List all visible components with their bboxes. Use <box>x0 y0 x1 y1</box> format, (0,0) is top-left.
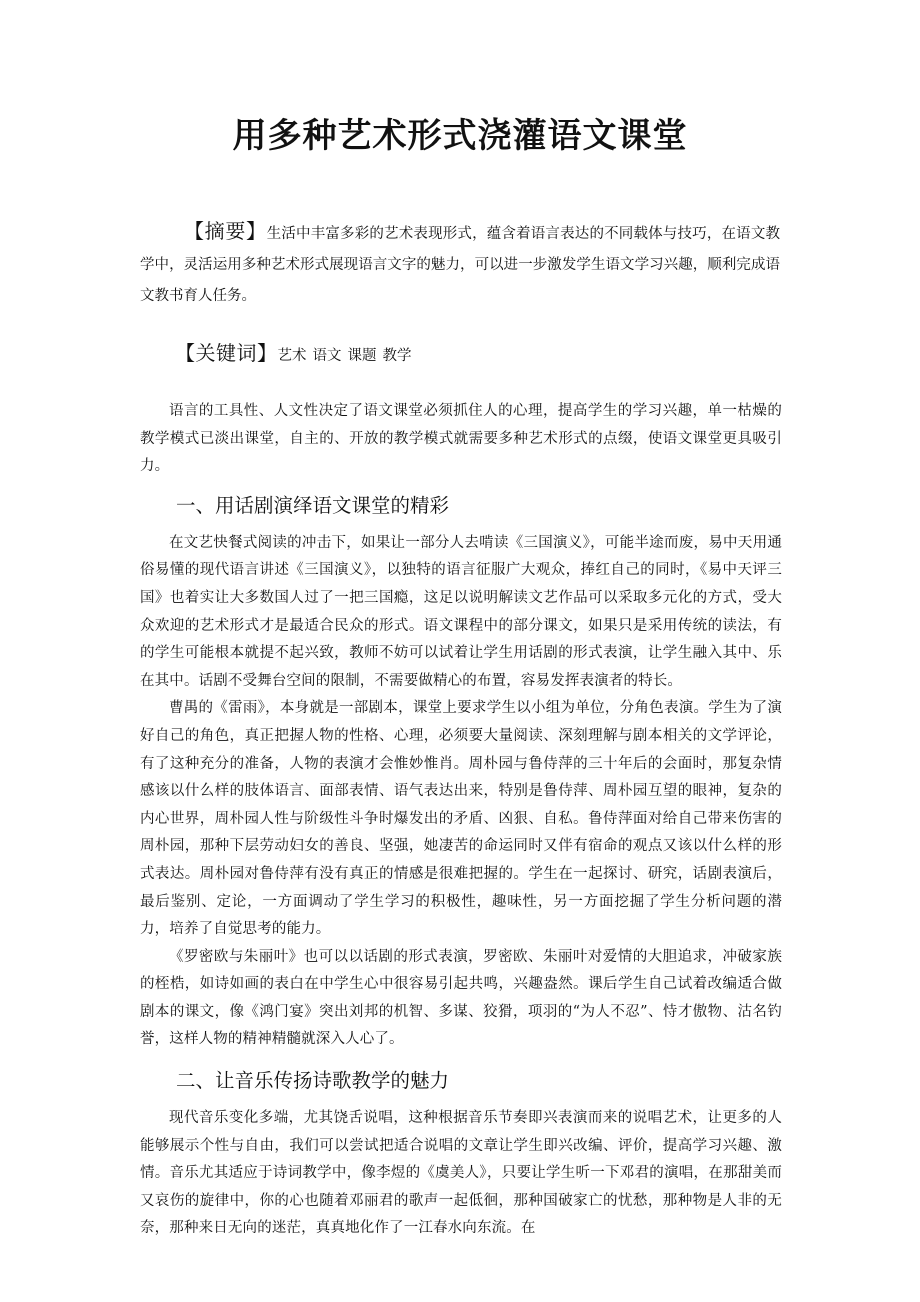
keywords <box>175 338 775 372</box>
keyword: 艺术 <box>277 348 307 364</box>
section-1-paragraph-2: 曹禺的《雷雨》，本身就是一部剧本，课堂上要求学生以小组为单位，分角色表演。学生为了演好自己的角色，真正把握人物的性格、心理，必须要大量阅读、深刻理解与剧本相关的文学评论，有了这种充分的准备，人物的表演才会惟妙惟肖。周朴园与鲁侍萍的三十年后的会面时，那复杂情感该以什么样的肢体语言、面部表情、语气表达出来，特别是鲁侍萍、周朴园互望的眼神，复杂的内心世界，周朴园人性与阶级性斗争时爆发出的矛盾、凶狠、自私。鲁侍萍面对给自己带来伤害的周朴园，那种下层劳动妇女的善良、坚强，她凄苦的命运同时又伴有宿命的观点又该以什么样的形式表达。周朴园对鲁侍萍有没有真正的情感是很难把握的。学生在一起探讨、研究，话剧表演后，最后鉴别、定论，一方面调动了学生学习的积极性，趣味性，另一方面挖掘了学生分析问题的潜力，培养了自觉思考的能力。 <box>140 700 782 938</box>
document-title: 用多种艺术形式浇灌语文课堂 <box>232 116 688 156</box>
keyword: 语文 <box>312 348 342 364</box>
keyword: 课题 <box>347 348 377 364</box>
section-heading-1: 一、用话剧演绎语文课堂的精彩 <box>176 493 450 517</box>
document-body <box>140 398 782 1243</box>
section-heading-2: 二、让音乐传扬诗歌教学的魅力 <box>176 1069 450 1093</box>
keyword: 教学 <box>382 348 412 364</box>
section-2-paragraph-1: 现代音乐变化多端，尤其饶舌说唱，这种根据音乐节奏即兴表演而来的说唱艺术，让更多的人能够展示个性与自由，我们可以尝试把适合说唱的文章让学生即兴改编、评价，提高学习兴趣、激情。音乐尤其适应于诗词教学中，像李煜的《虞美人》，只要让学生听一下邓君的演唱，在那甜美而又哀伤的旋律中，你的心也随着邓丽君的歌声一起低徊，那种国破家亡的忧愁，那种物是人非的无奈，那种来日无向的迷茫，真真地化作了一江春水向东流。在 <box>140 1110 782 1237</box>
keywords-label: 【关键词】 <box>175 341 278 365</box>
abstract-text: 生活中丰富多彩的艺术表现形式，蕴含着语言表达的不同载体与技巧，在语文教学中，灵活运用多种艺术形式展现语言文字的魅力，可以进一步激发学生语文学习兴趣，顺利完成语文教书育人任务。 <box>140 226 781 304</box>
abstract <box>140 216 780 312</box>
abstract-label: 【摘要】 <box>184 219 267 243</box>
intro-paragraph: 语言的工具性、人文性决定了语文课堂必须抓住人的心理，提高学生的学习兴趣，单一枯燥的教学模式已淡出课堂，自主的、开放的教学模式就需要多种艺术形式的点缀，使语文课堂更具吸引力。 <box>140 403 782 475</box>
section-1-paragraph-1: 在文艺快餐式阅读的冲击下，如果让一部分人去啃读《三国演义》，可能半途而废，易中天用通俗易懂的现代语言讲述《三国演义》，以独特的语言征服广大观众，捧红自己的同时，《易中天评三国》也着实让大多数国人过了一把三国瘾，这足以说明解读文艺作品可以采取多元化的方式，受大众欢迎的艺术形式才是最适合民众的形式。语文课程中的部分课文，如果只是采用传统的读法，有的学生可能根本就提不起兴致，教师不妨可以试着让学生用话剧的形式表演，让学生融入其中、乐在其中。话剧不受舞台空间的限制，不需要做精心的布置，容易发挥表演者的特长。 <box>140 534 782 689</box>
section-1-paragraph-3: 《罗密欧与朱丽叶》也可以以话剧的形式表演，罗密欧、朱丽叶对爱情的大胆追求，冲破家族的桎梏，如诗如画的表白在中学生心中很容易引起共鸣，兴趣盎然。课后学生自己试着改编适合做剧本的课文，像《鸿门宴》突出刘邦的机智、多谋、狡猾，项羽的“为人不忍”、恃才傲物、沽名钓誉，这样人物的精神精髓就深入人心了。 <box>140 948 782 1048</box>
